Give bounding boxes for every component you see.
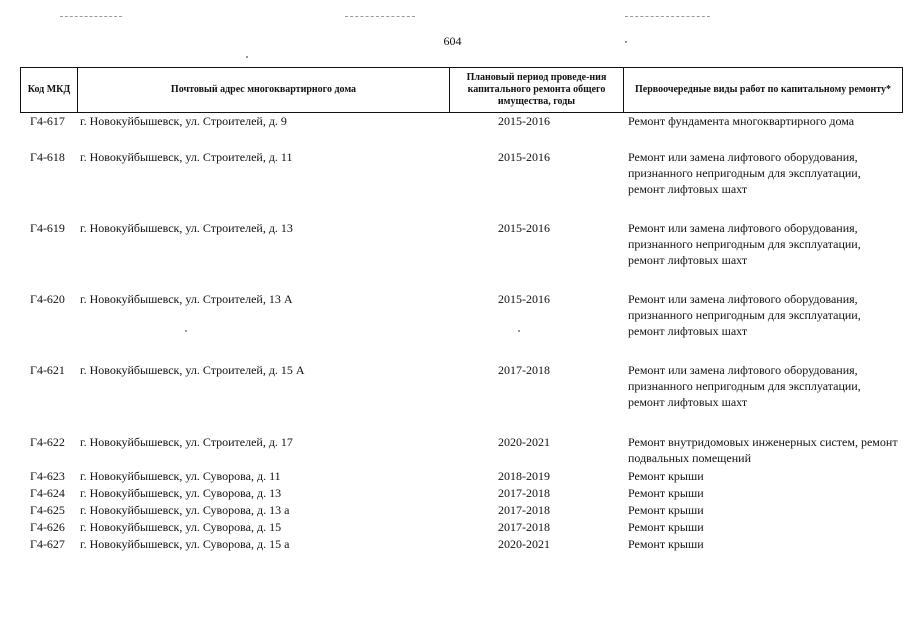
- cell-code: Г4-624: [30, 486, 65, 500]
- cell-works: Ремонт или замена лифтового оборудования, признанного непригодным для эксплуатации, ремонт лифтовых шахт: [628, 221, 861, 267]
- cell-period: 2017-2018: [498, 503, 550, 517]
- cell-address: г. Новокуйбышевск, ул. Строителей, 13 А: [80, 292, 293, 306]
- cell-address: г. Новокуйбышевск, ул. Строителей, д. 9: [80, 114, 287, 128]
- table-row: [20, 291, 903, 362]
- table-row: [20, 519, 903, 536]
- cell-works: Ремонт или замена лифтового оборудования, признанного непригодным для эксплуатации, ремонт лифтовых шахт: [628, 363, 861, 409]
- table-body: [20, 113, 903, 553]
- cell-address: г. Новокуйбышевск, ул. Суворова, д. 15 а: [80, 537, 290, 551]
- cell-address: г. Новокуйбышевск, ул. Строителей, д. 15 А: [80, 363, 305, 377]
- cell-code: Г4-620: [30, 292, 65, 306]
- cell-period: 2017-2018: [498, 363, 550, 377]
- cell-address: г. Новокуйбышевск, ул. Суворова, д. 13: [80, 486, 282, 500]
- cell-works: Ремонт или замена лифтового оборудования, признанного непригодным для эксплуатации, ремонт лифтовых шахт: [628, 150, 861, 196]
- cell-address: г. Новокуйбышевск, ул. Строителей, д. 13: [80, 221, 293, 235]
- cell-period: 2017-2018: [498, 520, 550, 534]
- cell-period: 2015-2016: [498, 221, 550, 235]
- cell-works: Ремонт крыши: [628, 537, 704, 551]
- cell-code: Г4-622: [30, 435, 65, 449]
- cell-code: Г4-626: [30, 520, 65, 534]
- cell-works: Ремонт крыши: [628, 469, 704, 483]
- cell-period: 2017-2018: [498, 486, 550, 500]
- cell-period: 2015-2016: [498, 114, 550, 128]
- cell-address: г. Новокуйбышевск, ул. Суворова, д. 13 а: [80, 503, 290, 517]
- cell-period: 2015-2016: [498, 292, 550, 306]
- table-row: [20, 502, 903, 519]
- table-row: [20, 536, 903, 553]
- cell-works: Ремонт крыши: [628, 486, 704, 500]
- scan-artifact-dash: [345, 16, 415, 17]
- cell-works: Ремонт крыши: [628, 503, 704, 517]
- cell-code: Г4-625: [30, 503, 65, 517]
- table-row: [20, 468, 903, 485]
- table-row: [20, 485, 903, 502]
- cell-works: Ремонт фундамента многоквартирного дома: [628, 114, 855, 128]
- table-row: [20, 149, 903, 220]
- table-header: [20, 67, 903, 113]
- header-address: Почтовый адрес многоквартирного дома: [78, 68, 450, 112]
- cell-code: Г4-619: [30, 221, 65, 235]
- cell-works: Ремонт внутридомовых инженерных систем, ремонт подвальных помещений: [628, 435, 898, 465]
- cell-address: г. Новокуйбышевск, ул. Строителей, д. 11: [80, 150, 293, 164]
- cell-period: 2020-2021: [498, 537, 550, 551]
- cell-address: г. Новокуйбышевск, ул. Строителей, д. 17: [80, 435, 293, 449]
- cell-address: г. Новокуйбышевск, ул. Суворова, д. 11: [80, 469, 281, 483]
- cell-works: Ремонт крыши: [628, 520, 704, 534]
- table-row: [20, 434, 903, 468]
- cell-code: Г4-623: [30, 469, 65, 483]
- scan-speck: [246, 56, 248, 58]
- cell-code: Г4-621: [30, 363, 65, 377]
- scan-artifact-dash: [625, 16, 710, 17]
- scan-artifact-dash: [60, 16, 122, 17]
- cell-code: Г4-627: [30, 537, 65, 551]
- cell-code: Г4-617: [30, 114, 65, 128]
- header-period: Плановый период проведе-ния капитального ремонта общего имущества, годы: [450, 68, 624, 112]
- table-row: [20, 220, 903, 291]
- cell-code: Г4-618: [30, 150, 65, 164]
- table-row: [20, 362, 903, 434]
- table-row: [20, 113, 903, 149]
- page-number: 604: [443, 34, 462, 48]
- header-code: Код МКД: [20, 68, 78, 112]
- cell-works: Ремонт или замена лифтового оборудования, признанного непригодным для эксплуатации, ремонт лифтовых шахт: [628, 292, 861, 338]
- cell-address: г. Новокуйбышевск, ул. Суворова, д. 15: [80, 520, 282, 534]
- cell-period: 2018-2019: [498, 469, 550, 483]
- cell-period: 2020-2021: [498, 435, 550, 449]
- header-works: Первоочередные виды работ по капитальному ремонту*: [624, 68, 903, 112]
- cell-period: 2015-2016: [498, 150, 550, 164]
